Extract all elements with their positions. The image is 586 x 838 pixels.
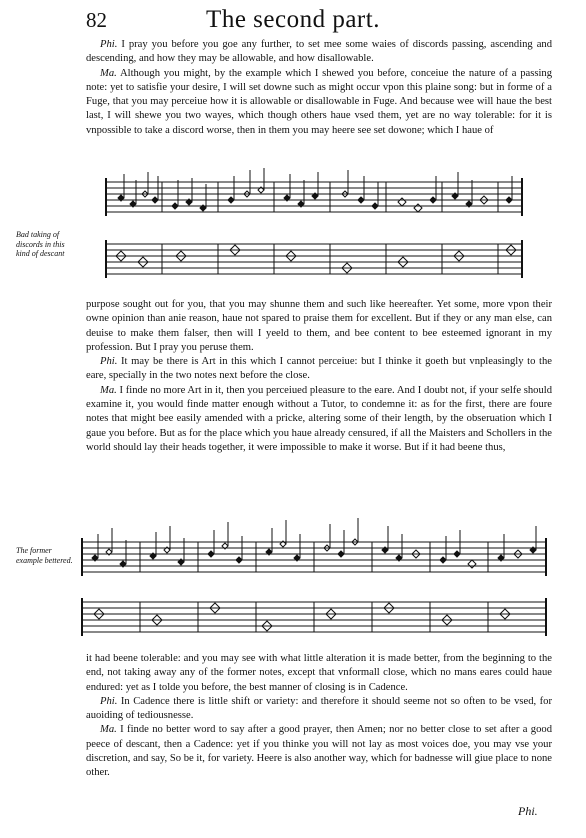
paragraph	[86, 695, 552, 724]
speech-text: I finde no better word to say after a good prayer, then Amen; nor no better close to set after a good peece of descant, then a Cadence: yet if you thinke you will not lay as most voices doe, you may vse your discretion, and say, So be it, for variety. Heere is also another way, which for badnesse will giue place to none other.	[86, 724, 552, 779]
speaker: Phi.	[100, 695, 118, 707]
page-number: 82	[86, 8, 107, 32]
speech-text: it had beene tolerable: and you may see with what little alteration it is made better, from the beginning to the end, not taking away any of the former notes, except that vnformall close, which no mans eares could haue endured: yet as I tolde you before, the best manner of closing is in Cadence.	[86, 653, 552, 693]
margin-note-2: The former example bettered.	[16, 546, 73, 565]
catchword: Phi.	[518, 804, 538, 818]
text-block-3	[86, 652, 552, 781]
paragraph	[86, 67, 552, 138]
speaker: Ma.	[100, 67, 117, 79]
margin-note-1: Bad taking of discords in this kind of descant	[16, 230, 65, 258]
paragraph	[86, 298, 552, 355]
paragraph	[86, 38, 552, 67]
page-header	[0, 6, 586, 36]
speech-text: I pray you before you goe any further, to set mee some waies of discords passing, ascending and descending, and how they may be allowable, and how disallowable.	[86, 39, 552, 65]
music-example-2	[0, 514, 586, 654]
paragraph	[86, 723, 552, 780]
paragraph	[86, 384, 552, 455]
music-example-1	[0, 160, 586, 300]
speech-text: It may be there is Art in this which I cannot perceiue: but I thinke it goeth but vnpleasingly to the eare, specially in the two notes next before the close.	[86, 356, 552, 382]
speaker: Phi.	[100, 39, 118, 50]
speaker: Ma.	[100, 384, 117, 396]
speaker: Phi.	[100, 356, 118, 368]
speech-text: purpose sought out for you, that you may shunne them and such like heereafter. Yet some, more vpon their owne opinion than anie reason, haue not spared to praise them for excellent. But if they or any man else, can deuise to make them falser, then will I yeeld to them, and bee content to bee esteemed ignorant in my profession. But I pray you peruse them.	[86, 299, 552, 353]
text-block-1	[86, 38, 552, 138]
speech-text: I finde no more Art in it, then you perceiued pleasure to the eare. And I doubt not, if your selfe should examine it, you would finde matter enough without a Tutor, to condemne it: as for the first, there are foure notes that might bee easily amended with a pricke, altering some of their length, by the obseruation which I gaue you before. But as for the place which you haue already censured, if all the Maisters and Schollers in the world should lay their heads together, it were impossible to make it worse. But if it had beene thus,	[86, 384, 552, 453]
speech-text: Although you might, by the example which I shewed you before, conceiue the nature of a passing note: yet to satisfie your desire, I will set downe such as might occur vpon this plaine song: but in forme of a Fuge, that you may perceiue how it is allowable or disallowable in Fuge. And because wee will haue the best last, I will shewe you two wayes, which though others haue vsed them, yet are no way tolerable: for it is vnpossible to take a discord worse, then in them you may heere see set dowone; which I haue of	[86, 67, 552, 136]
speaker: Ma.	[100, 724, 117, 736]
page-title: The second part.	[206, 6, 380, 33]
text-block-2	[86, 298, 552, 455]
speech-text: In Cadence there is little shift or variety: and therefore it should seeme not so often to be vsed, for auoiding of tediousnesse.	[86, 695, 552, 722]
paragraph	[86, 652, 552, 695]
paragraph	[86, 355, 552, 384]
